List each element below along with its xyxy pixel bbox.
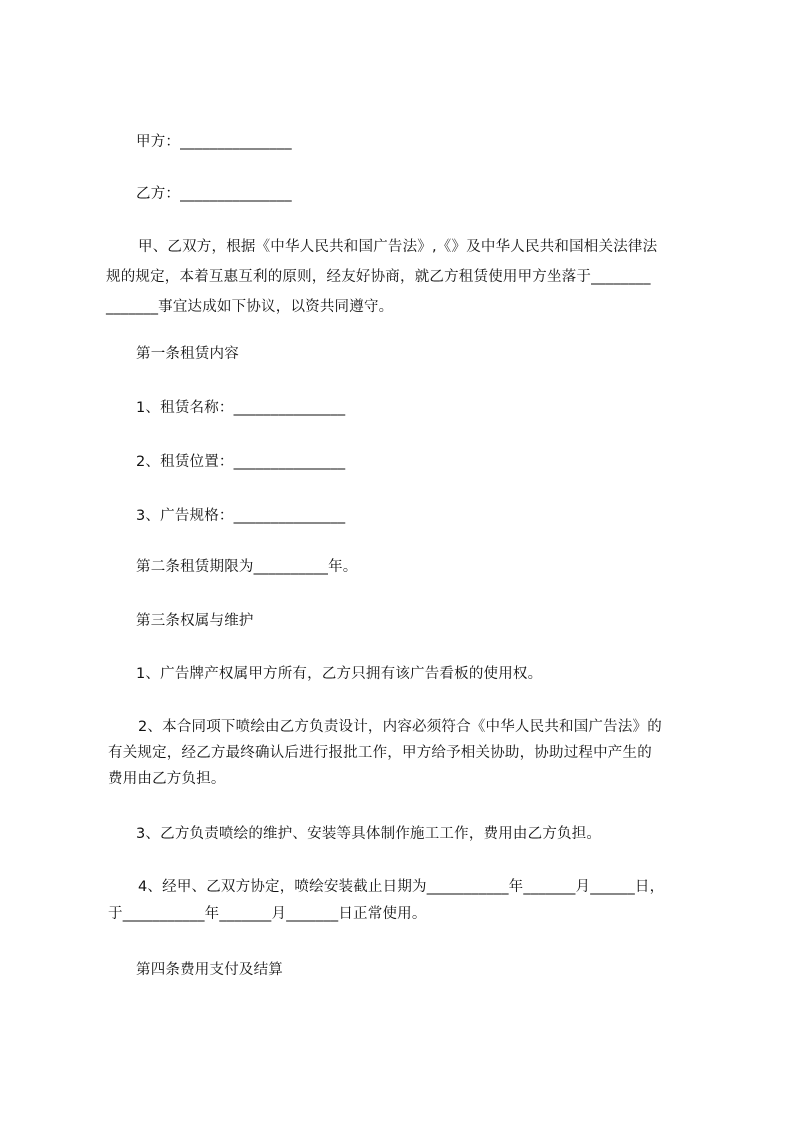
article2-line: 第二条租赁期限为__________年。 (136, 559, 358, 575)
article1-item-1: 1、租赁名称：_______________ (136, 400, 346, 416)
article1-item-3: 3、广告规格：_______________ (136, 508, 346, 524)
article3-item-2-line-1: 2、本合同项下喷绘由乙方负责设计，内容必须符合《中华人民共和国广告法》的 (138, 719, 662, 735)
preamble-line-3: _______事宜达成如下协议，以资共同遵守。 (106, 299, 394, 315)
article3-item-2-line-2: 有关规定，经乙方最终确认后进行报批工作，甲方给予相关协助，协助过程中产生的 (108, 745, 652, 761)
article4-title: 第四条费用支付及结算 (136, 962, 283, 978)
article3-item-1: 1、广告牌产权属甲方所有，乙方只拥有该广告看板的使用权。 (136, 666, 543, 682)
article1-title: 第一条租赁内容 (136, 346, 239, 362)
party-a-line: 甲方：_______________ (136, 134, 292, 150)
article3-item-4-line-2: 于___________年_______月_______日正常使用。 (108, 906, 427, 922)
article3-title: 第三条权属与维护 (136, 613, 254, 629)
party-b-line: 乙方：_______________ (136, 186, 292, 202)
article1-item-2: 2、租赁位置：_______________ (136, 454, 346, 470)
preamble-line-2: 规的规定，本着互惠互利的原则，经友好协商，就乙方租赁使用甲方坐落于________ (106, 269, 651, 285)
preamble-line-1: 甲、乙双方，根据《中华人民共和国广告法》,《》及中华人民共和国相关法律法 (138, 239, 658, 255)
article3-item-3: 3、乙方负责喷绘的维护、安装等具体制作施工工作，费用由乙方负担。 (136, 826, 602, 842)
article3-item-2-line-3: 费用由乙方负担。 (108, 771, 226, 787)
article3-item-4-line-1: 4、经甲、乙双方协定，喷绘安装截止日期为___________年_______月______日， (138, 879, 665, 895)
